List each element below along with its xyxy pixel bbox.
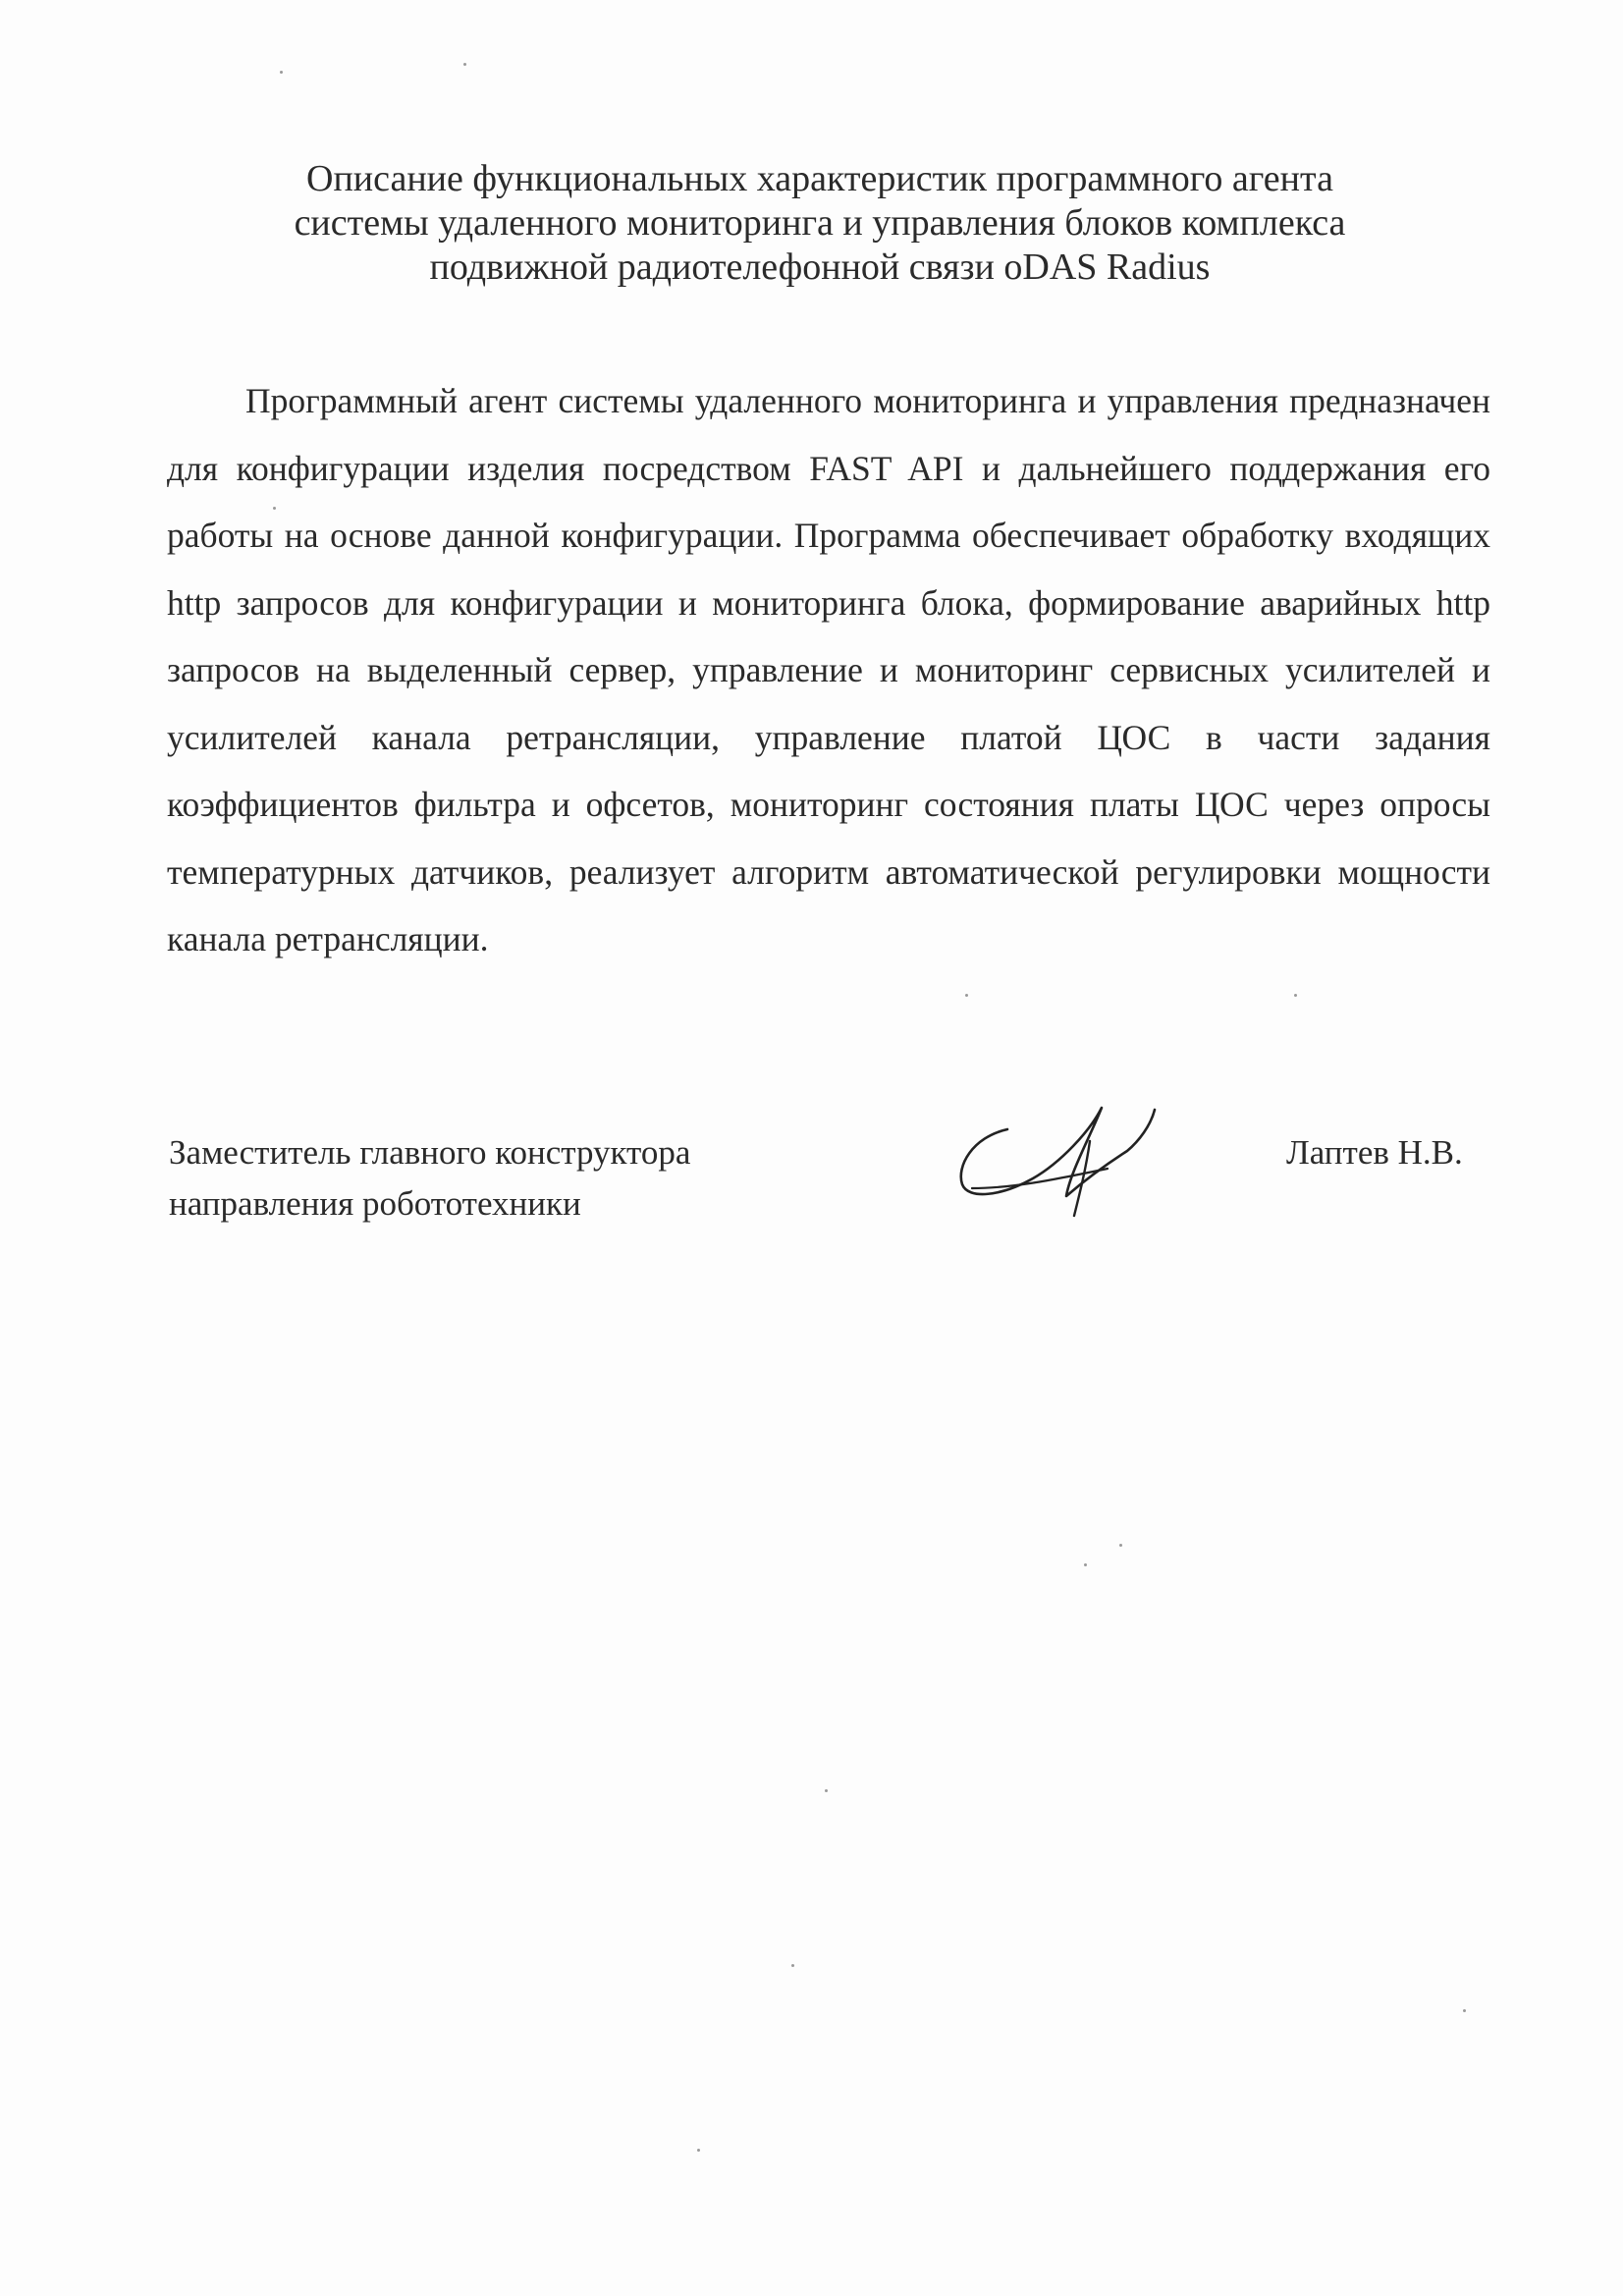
- scan-speck: [965, 994, 968, 997]
- title-line-1: Описание функциональных характеристик программного агента: [306, 158, 1333, 199]
- signatory-position-line-2: направления робототехники: [169, 1184, 581, 1223]
- scan-speck: [280, 71, 283, 74]
- signatory-name: Лаптев Н.В.: [1286, 1133, 1463, 1172]
- scan-speck: [1463, 2009, 1466, 2012]
- document-title: [167, 157, 1473, 290]
- handwritten-signature: [943, 1090, 1159, 1218]
- scan-speck: [463, 63, 466, 66]
- body-paragraph: Программный агент системы удаленного мониторинга и управления предназначен для конфигурации изделия посредством FAST API и дальнейшего поддержания его работы на основе данной конфигурации. Программа обеспечивает обработку входящих http запросов для конфигурации и мониторинга блока, формирование аварийных http запросов на выделенный сервер, управление и мониторинг сервисных усилителей и усилителей канала ретрансляции, управление платой ЦОС в части задания коэффициентов фильтра и офсетов, мониторинг состояния платы ЦОС через опросы температурных датчиков, реализует алгоритм автоматической регулировки мощности канала ретрансляции.: [167, 381, 1490, 958]
- scan-speck: [1084, 1563, 1087, 1566]
- title-line-2: системы удаленного мониторинга и управления блоков комплекса: [294, 202, 1346, 244]
- scan-speck: [791, 1964, 794, 1967]
- title-line-3: подвижной радиотелефонной связи oDAS Radius: [429, 246, 1211, 288]
- scan-speck: [825, 1789, 828, 1792]
- signatory-position: [169, 1127, 690, 1230]
- scan-speck: [1119, 1544, 1122, 1547]
- scan-speck: [1294, 994, 1297, 997]
- scan-speck: [273, 507, 276, 510]
- scan-speck: [697, 2149, 700, 2152]
- signatory-position-line-1: Заместитель главного конструктора: [169, 1133, 691, 1172]
